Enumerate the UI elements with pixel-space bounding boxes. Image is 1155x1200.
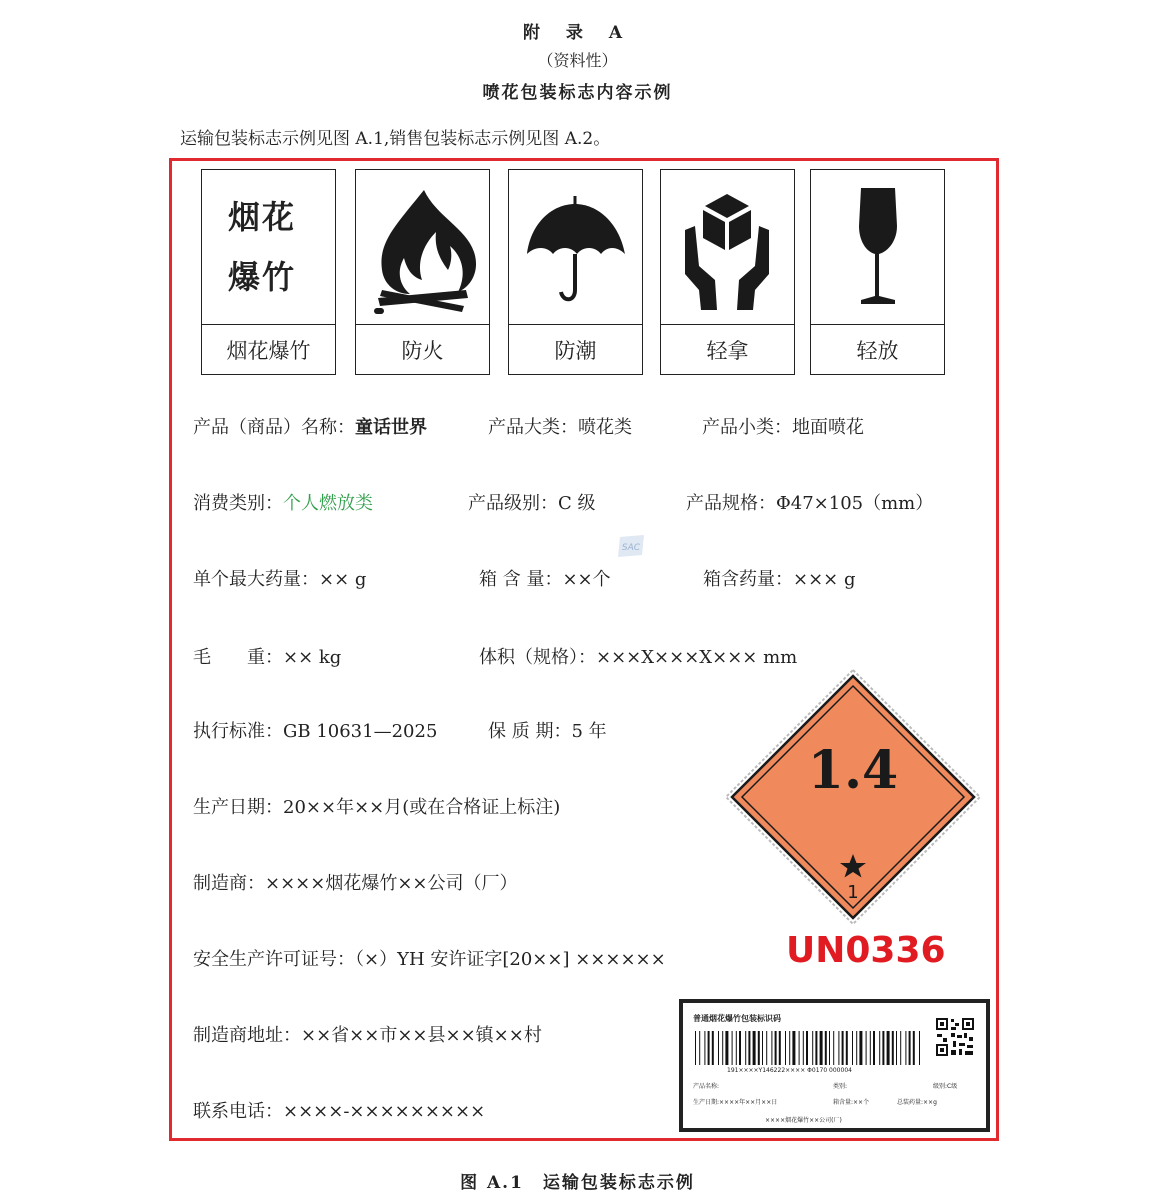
fire-symbol (355, 169, 490, 375)
label-total-dose: 总装药量:××g (897, 1099, 937, 1106)
label-code-box (679, 999, 990, 1132)
product-spec: 产品规格：Φ47×105（mm） (686, 493, 934, 514)
fireworks-symbol-label: 烟花爆竹 (226, 339, 311, 363)
product-name-value: 童话世界 (355, 417, 427, 438)
label-grade: 级别:C级 (933, 1083, 958, 1090)
hazard-diamond (722, 666, 984, 928)
production-date: 生产日期：20××年××月(或在合格证上标注) (193, 797, 561, 818)
appendix-nature: （资料性） (537, 51, 618, 70)
label-code-title: 普通烟花爆竹包装标识码 (693, 1014, 781, 1023)
glass-icon (811, 170, 943, 322)
manufacturer-address: 制造商地址：××省××市××县××镇××村 (193, 1025, 542, 1046)
appendix-heading: 附 录 A (522, 23, 633, 43)
product-subcategory: 产品小类：地面喷花 (702, 417, 864, 438)
product-grade: 产品级别：C 级 (468, 493, 596, 514)
shelf-life: 保 质 期：5 年 (488, 721, 607, 742)
volume: 体积（规格）：×××X×××X××× mm (479, 647, 798, 668)
hazard-division: 1.4 (807, 740, 899, 801)
label-type: 类别: (833, 1083, 848, 1090)
fireworks-symbol-bottom-text: 爆竹 (228, 258, 297, 296)
max-dose: 单个最大药量：×× g (193, 569, 367, 590)
label-box-count: 箱含量:××个 (833, 1099, 870, 1106)
fireworks-symbol-top-text: 烟花 (228, 198, 297, 236)
svg-text:SAC: SAC (621, 543, 641, 553)
consumer-category-row (193, 489, 373, 515)
fragile-symbol (810, 169, 945, 375)
product-name-label: 产品（商品）名称： (193, 417, 355, 438)
fireworks-symbol-picture (202, 170, 335, 325)
box-dose: 箱含药量：××× g (703, 569, 856, 590)
figure-caption: 图 A.1 运输包装标志示例 (460, 1173, 695, 1193)
fire-symbol-label: 防火 (401, 339, 444, 363)
license-number: 安全生产许可证号：（×）YH 安许证字[20××] ×××××× (193, 949, 666, 970)
qr-code-icon (935, 1017, 975, 1057)
label-company: ××××烟花爆竹××公司(厂) (765, 1117, 842, 1124)
handle-with-care-label: 轻拿 (706, 339, 749, 363)
sac-watermark (616, 533, 646, 559)
consumer-category-label: 消费类别： (193, 493, 283, 514)
sac-watermark-icon (616, 533, 646, 559)
manufacturer: 制造商：××××烟花爆竹××公司（厂） (193, 873, 518, 894)
handle-with-care-symbol (660, 169, 795, 375)
product-category: 产品大类：喷花类 (488, 417, 632, 438)
consumer-category-value: 个人燃放类 (283, 493, 373, 514)
flame-icon (356, 170, 488, 322)
standard: 执行标准：GB 10631—2025 (193, 721, 438, 742)
hazard-class-number: 1 (847, 882, 859, 903)
umbrella-icon (509, 170, 641, 322)
barcode-icon (693, 1031, 923, 1065)
moisture-symbol (508, 169, 643, 375)
moisture-symbol-label: 防潮 (554, 339, 597, 363)
product-name-row (193, 413, 427, 439)
un-number: UN0336 (786, 930, 946, 971)
intro-text: 运输包装标志示例见图 A.1,销售包装标志示例见图 A.2。 (180, 129, 611, 149)
label-production-date: 生产日期:××××年××月××日 (693, 1099, 778, 1106)
fragile-symbol-label: 轻放 (856, 339, 899, 363)
appendix-title: 喷花包装标志内容示例 (482, 83, 673, 103)
label-product-name: 产品名称: (693, 1083, 720, 1090)
box-count: 箱 含 量：××个 (479, 569, 611, 590)
phone-number: 联系电话：××××-××××××××× (193, 1101, 486, 1122)
hands-box-icon (661, 170, 793, 322)
fireworks-symbol (201, 169, 336, 375)
barcode-text: 191××××Y146222×××× Φ0170 000004 (727, 1067, 852, 1074)
gross-weight: 毛 重：×× kg (193, 647, 342, 668)
